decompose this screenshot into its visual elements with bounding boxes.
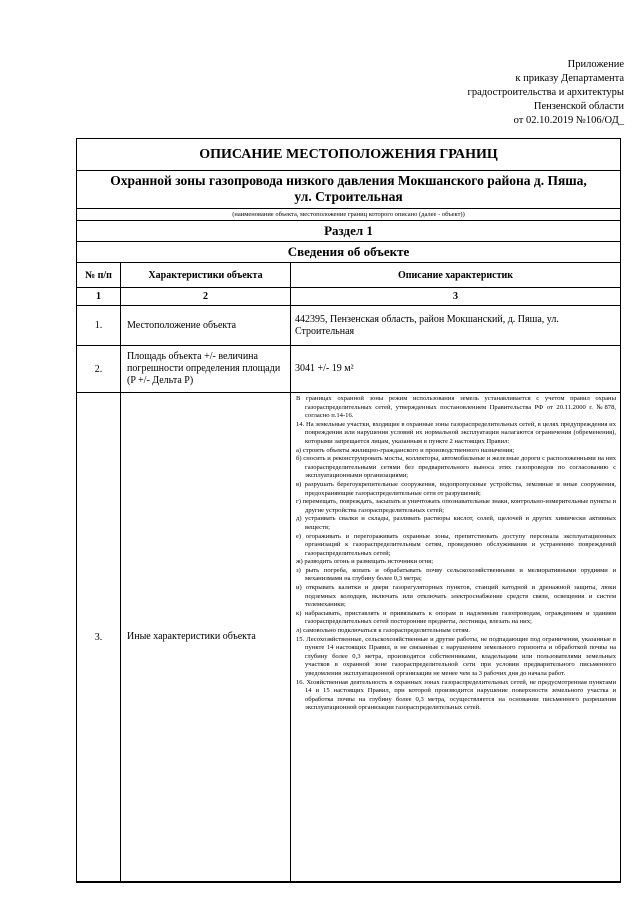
legal-paragraph: л) самовольно подключаться к газораспределительным сетям. <box>296 627 471 635</box>
appendix-block <box>324 58 624 128</box>
legal-paragraph: г) перемещать, повреждать, засыпать и уничтожать опознавательные знаки, контрольно-измерительные пункты и другие устройства газораспределительных сетей; <box>296 498 617 514</box>
appendix-line-1: Приложение <box>567 59 624 70</box>
characteristic-value: 3041 +/- 19 м² <box>291 346 621 393</box>
object-name-line-2: ул. Строительная <box>294 189 403 204</box>
object-name <box>77 171 621 209</box>
header-description: Описание характеристик <box>291 263 621 288</box>
table-row <box>77 346 621 393</box>
bottom-border <box>77 882 121 883</box>
table-row <box>77 393 621 882</box>
legal-paragraph: б) сносить и реконструировать мосты, коллекторы, автомобильные и железные дороги с расположенными на них газораспределительными сетями без предварительного выноса этих газопроводов по согласованию с эксплуатационными организациями; <box>296 455 617 480</box>
legal-paragraph: д) устраивать свалки и склады, разливать растворы кислот, солей, щелочей и других химически активных веществ; <box>296 515 617 531</box>
legal-paragraph: в) разрушать берегоукрепительные сооружения, водопропускные устройства, земляные и иные сооружения, предохраняющие газораспределительные сети от разрушений; <box>296 480 617 497</box>
appendix-line-3: градостроительства и архитектуры <box>467 87 624 98</box>
legal-paragraph: е) огораживать и перегораживать охранные зоны, препятствовать доступу персонала эксплуатационных организаций к газораспределительным сетям, проведению обслуживания и устранению повреждений газораспределительных сетей; <box>296 532 617 557</box>
row-number: 2. <box>77 346 121 393</box>
legal-paragraph: 15. Лесохозяйственные, сельскохозяйственные и другие работы, не подпадающие под ограничения, указанные в пункте 14 настоящих Правил, и не связанные с нарушением земельного горизонта и обработкой почвы на глубину более 0,3 метра, производятся собственниками, владельцами или пользователями земельных участков в охранной зоне газораспределительной сети при условии предварительного письменного уведомления эксплуатационной организации не менее чем за 3 рабочих дня до начала работ. <box>296 635 617 677</box>
row-number: 3. <box>77 393 121 882</box>
object-name-note: (наименование объекта, местоположение границ которого описано (далее - объект)) <box>77 209 621 221</box>
header-number: № п/п <box>77 263 121 288</box>
bottom-border <box>121 882 291 883</box>
characteristic-name: Местоположение объекта <box>121 306 291 346</box>
row-number: 1. <box>77 306 121 346</box>
legal-paragraph: ж) разводить огонь и размещать источники огня; <box>296 558 434 566</box>
object-name-line-1: Охранной зоны газопровода низкого давления Мокшанского района д. Пяша, <box>110 173 587 188</box>
characteristic-name: Иные характеристики объекта <box>121 393 291 882</box>
table-row <box>77 306 621 346</box>
legal-paragraph: 16. Хозяйственная деятельность в охранных зонах газораспределительных сетей, не предусмотренная пунктами 14 и 15 настоящих Правил, при которой производится нарушение поверхности земельного участка и обработка почвы на глубину более 0,3 метра, осуществляется на основании письменного разрешения эксплуатационной организации газораспределительных сетей. <box>296 678 617 712</box>
appendix-line-4: Пензенской области <box>533 101 624 112</box>
header-characteristic: Характеристики объекта <box>121 263 291 288</box>
section-title: Сведения об объекте <box>77 242 621 263</box>
appendix-line-2: к приказу Департамента <box>515 73 624 84</box>
section-label: Раздел 1 <box>77 221 621 242</box>
document-title: ОПИСАНИЕ МЕСТОПОЛОЖЕНИЯ ГРАНИЦ <box>77 139 621 171</box>
characteristic-value-legal-text <box>291 393 621 882</box>
characteristic-value: 442395, Пензенская область, район Мокшанский, д. Пяша, ул. Строительная <box>291 306 621 346</box>
legal-paragraph: к) набрасывать, приставлять и привязывать к опорам и надземным газопроводам, ограждениям и зданиям газораспределительных сетей посторонние предметы, лестницы, влезать на них; <box>296 609 617 626</box>
characteristic-name: Площадь объекта +/- величина погрешности определения площади (P +/- Дельта P) <box>121 346 291 393</box>
column-number-3: 3 <box>291 288 621 306</box>
column-number-1: 1 <box>77 288 121 306</box>
legal-paragraph: В границах охранной зоны режим использования земель устанавливается с учетом правил охраны газораспределительных сетей, утвержденных постановлением Правительства РФ от 20.11.2000 г. №878, согласно п.14-16. <box>296 395 617 420</box>
legal-paragraph: и) открывать калитки и двери газорегуляторных пунктов, станций катодной и дренажной защиты, люки подземных колодцев, включать или отключать электроснабжение средств связи, освещения и систем телемеханики; <box>296 584 617 609</box>
appendix-line-5: от 02.10.2019 №106/ОД_ <box>513 115 624 126</box>
legal-paragraph: з) рыть погреба, копать и обрабатывать почву сельскохозяйственными и мелиоративными орудиями и механизмами на глубину более 0,3 метра; <box>296 566 617 583</box>
column-number-2: 2 <box>121 288 291 306</box>
legal-paragraph: а) строить объекты жилищно-гражданского и производственного назначения; <box>296 446 515 454</box>
legal-paragraph: 14. На земельные участки, входящие в охранные зоны газораспределительных сетей, в целях предупреждения их повреждения или нарушения условий их нормальной эксплуатации налагаются ограничения (обременения), которыми запрещается лицам, указанным в пункте 2 настоящих Правил: <box>296 420 617 445</box>
boundary-description-table <box>76 138 621 883</box>
bottom-border <box>291 882 621 883</box>
